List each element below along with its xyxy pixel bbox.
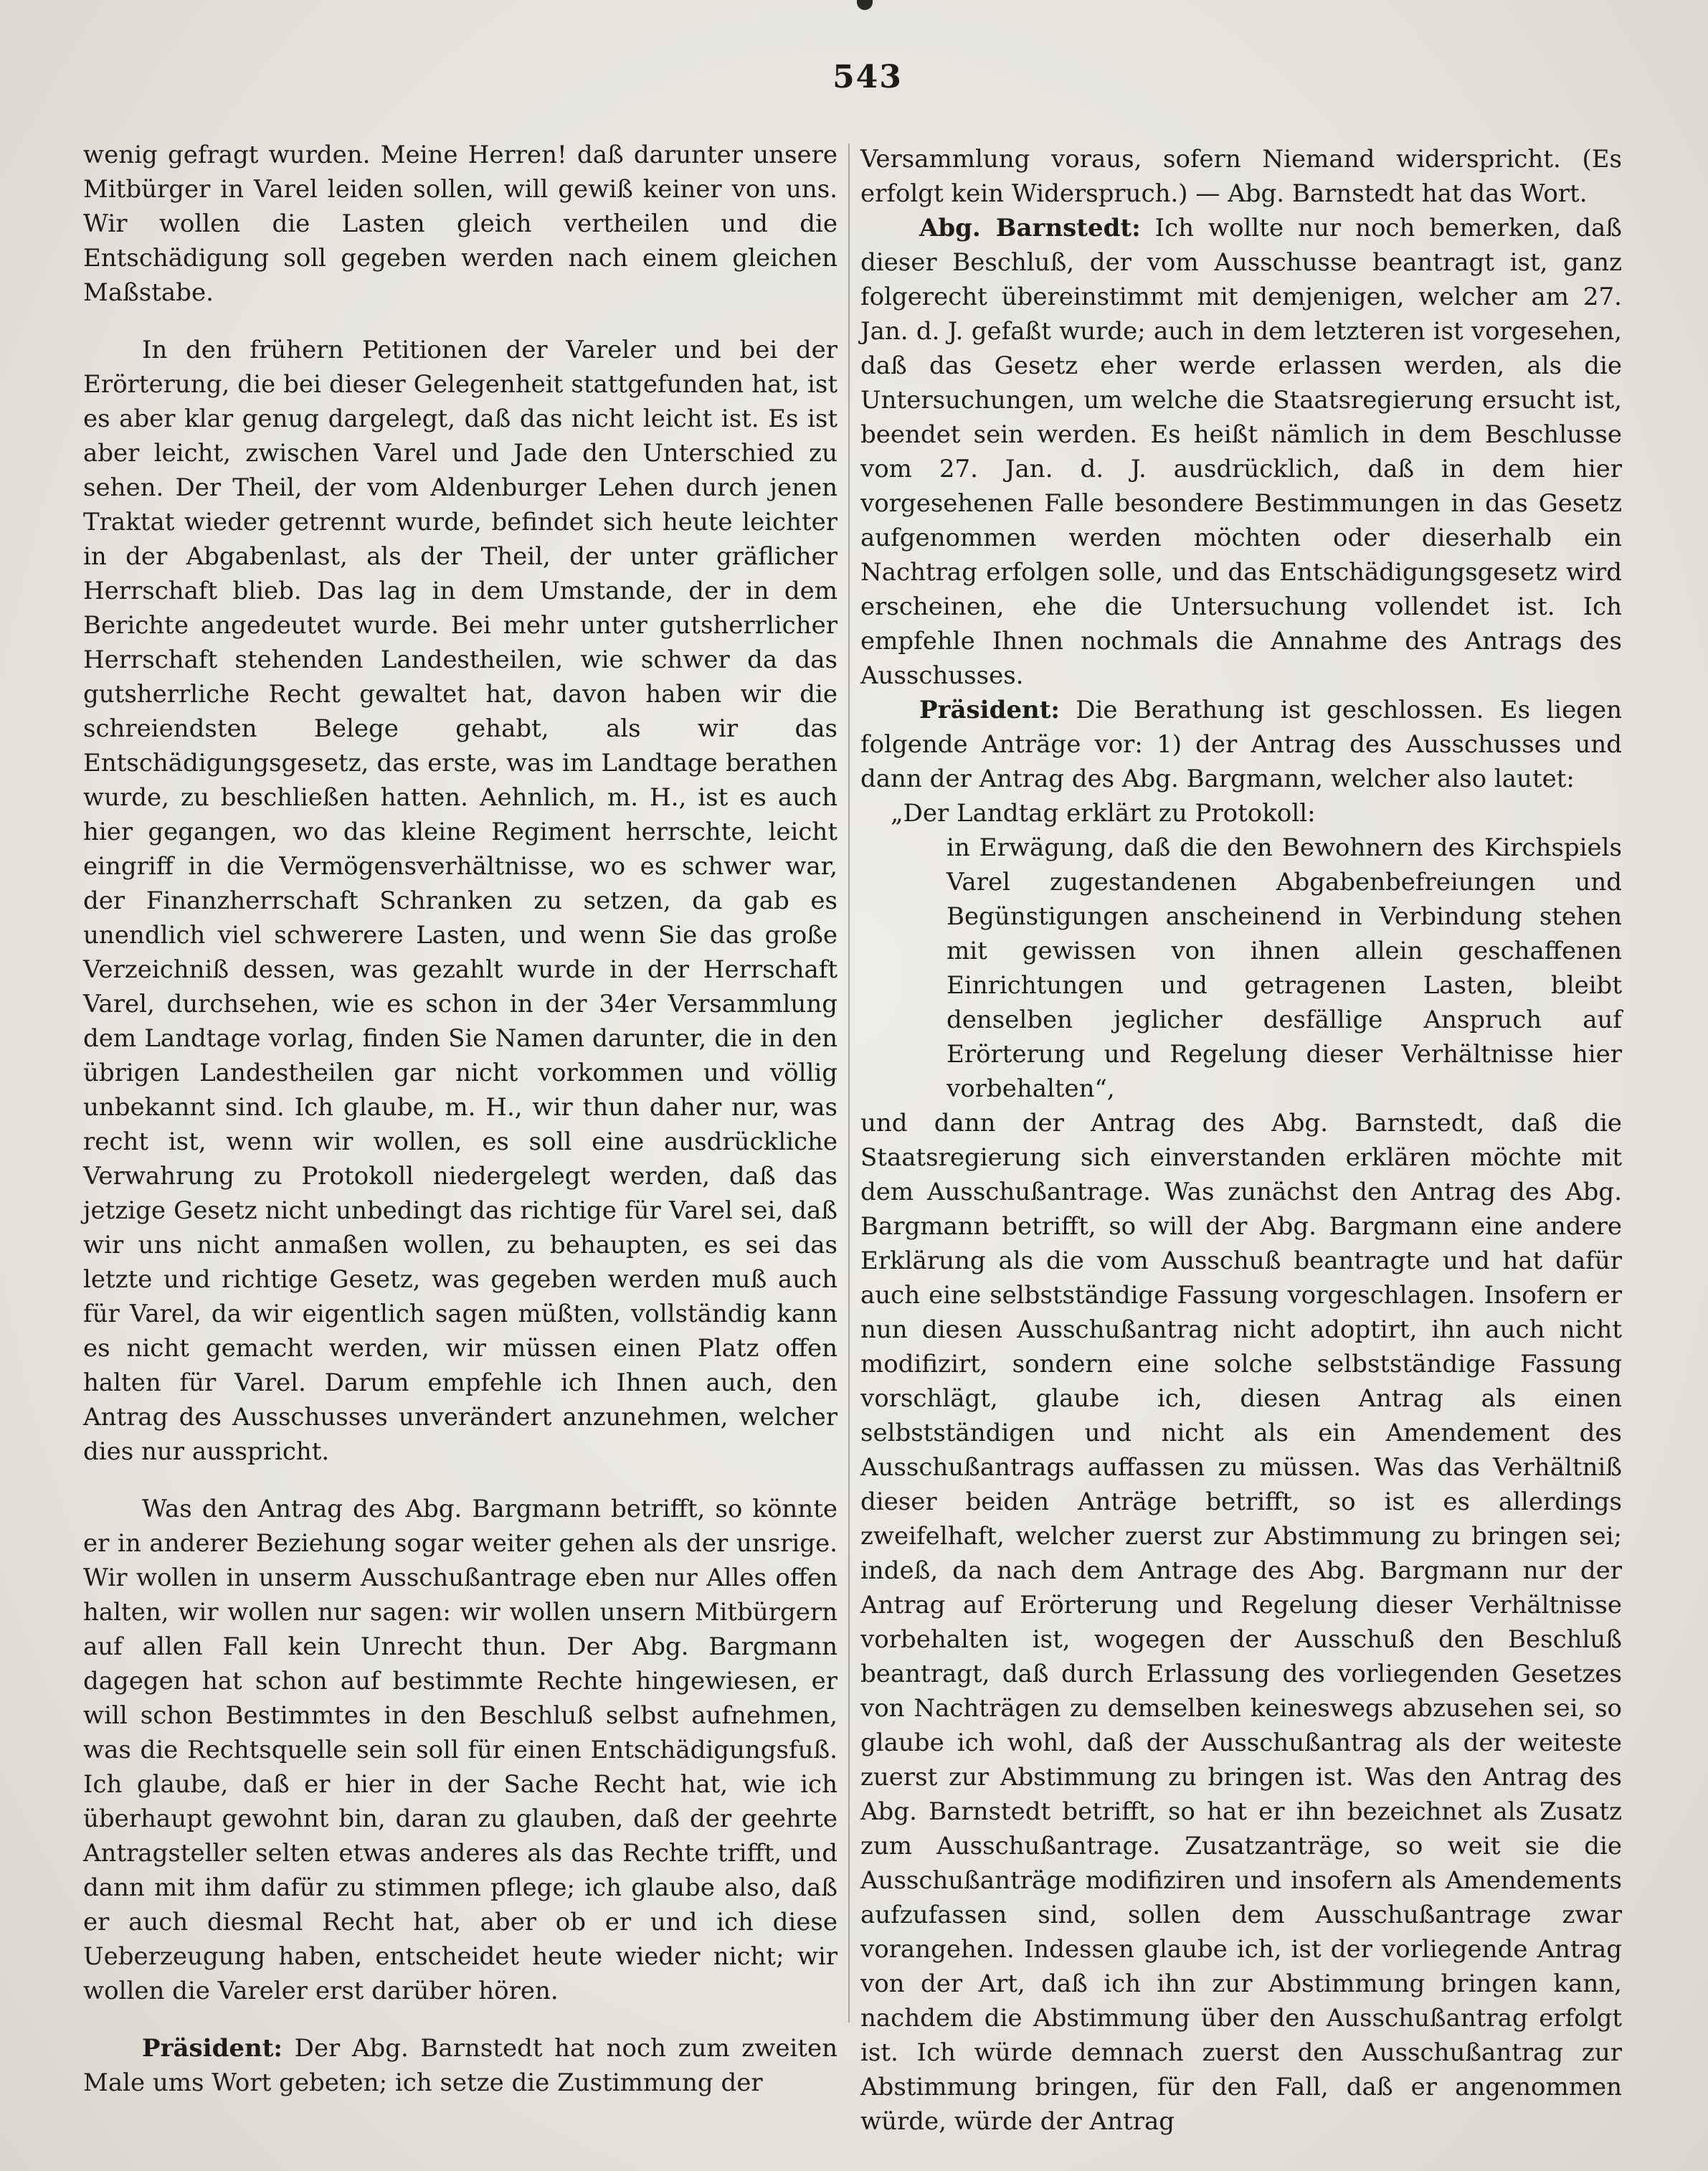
- speaker-label: Präsident:: [919, 696, 1060, 724]
- column-divider: [848, 143, 850, 2023]
- paragraph: Versammlung voraus, sofern Niemand widerspricht. (Es erfolgt kein Widerspruch.) — Abg. Barnstedt hat das Wort.: [860, 145, 1622, 208]
- page-number: 543: [832, 59, 903, 95]
- paragraph: Was den Antrag des Abg. Bargmann betrifft, so könnte er in anderer Beziehung sogar weiter gehen als der unsrige. Wir wollen in unserm Ausschußantrage eben nur Alles offen halten, wir wollen nur sagen: wir wollen unsern Mitbürgern auf allen Fall kein Unrecht thun. Der Abg. Bargmann dagegen hat schon auf bestimmte Rechte hingewiesen, er will schon Bestimmtes in den Beschluß selbst aufnehmen, was die Rechtsquelle sein soll für einen Entschädigungsfuß. Ich glaube, daß er hier in der Sache Recht hat, wie ich überhaupt gewohnt bin, daran zu glauben, daß der geehrte Antragsteller selten etwas anderes als das Rechte trifft, und dann mit ihm dafür zu stimmen pflege; ich glaube also, daß er auch diesmal Recht hat, aber ob er und ich diese Ueberzeugung haben, entscheidet heute wieder nicht; wir wollen die Vareler erst darüber hören.: [83, 1495, 838, 2005]
- speaker-label: Präsident:: [142, 2034, 283, 2063]
- speaker-label: Abg. Barnstedt:: [919, 214, 1141, 242]
- paragraph: In den frühern Petitionen der Vareler und bei der Erörterung, die bei dieser Gelegenheit stattgefunden hat, ist es aber klar genug dargelegt, daß das nicht leicht ist. Es ist aber leicht, zwischen Varel und Jade den Unterschied zu sehen. Der Theil, der vom Aldenburger Lehen durch jenen Traktat wieder getrennt wurde, befindet sich heute leichter in der Abgabenlast, als der Theil, der unter gräflicher Herrschaft blieb. Das lag in dem Umstande, der in dem Berichte angedeutet wurde. Bei mehr unter gutsherrlicher Herrschaft stehenden Landestheilen, wie schwer da das gutsherrliche Recht gewaltet hat, davon haben wir die schreiendsten Belege gehabt, als wir das Entschädigungsgesetz, das erste, was im Landtage berathen wurde, zu beschließen hatten. Aehnlich, m. H., ist es auch hier gegangen, wo das kleine Regiment herrschte, leicht eingriff in die Vermögensverhältnisse, wo es schwer war, der Finanzherrschaft Schranken zu setzen, da gab es unendlich viel schwerere Lasten, und wenn Sie das große Verzeichniß dessen, was gezahlt wurde in der Herrschaft Varel, durchsehen, wie es schon in der 34er Versammlung dem Landtage vorlag, finden Sie Namen darunter, die in den übrigen Landestheilen gar nicht vorkommen und völlig unbekannt sind. Ich glaube, m. H., wir thun daher nur, was recht ist, wenn wir wollen, es soll eine ausdrückliche Verwahrung zu Protokoll niedergelegt werden, daß das jetzige Gesetz nicht unbedingt das richtige für Varel sei, daß wir uns nicht anmaßen wollen, zu behaupten, es sei das letzte und richtige Gesetz, was gegeben werden muß auch für Varel, da wir eigentlich sagen müßten, vollständig kann es nicht gemacht werden, wir müssen einen Platz offen halten für Varel. Darum empfehle ich Ihnen auch, den Antrag des Ausschusses unverändert anzunehmen, welcher dies nur ausspricht.: [83, 336, 838, 1466]
- paragraph: wenig gefragt wurden. Meine Herren! daß darunter unsere Mitbürger in Varel leiden sollen, will gewiß keiner von uns. Wir wollen die Lasten gleich vertheilen und die Entschädigung soll gegeben werden nach einem gleichen Maßstabe.: [83, 141, 838, 307]
- speech-paragraph: [83, 2031, 838, 2100]
- speech-text: Der Abg. Barnstedt hat noch zum zweiten Male ums Wort gebeten; ich setze die Zustimmung der: [83, 2034, 838, 2097]
- speech-paragraph: [860, 211, 1622, 693]
- quote-heading: „Der Landtag erklärt zu Protokoll:: [891, 799, 1316, 828]
- quoted-motion: in Erwägung, daß die den Bewohnern des Kirchspiels Varel zugestandenen Abgabenbefreiungen und Begünstigungen anscheinend in Verbindung stehen mit gewissen von ihnen allein geschaffenen Einrichtungen und getragenen Lasten, bleibt denselben jeglicher desfällige Anspruch auf Erörterung und Regelung dieser Verhältnisse hier vorbehalten“,: [946, 833, 1622, 1103]
- paragraph: und dann der Antrag des Abg. Barnstedt, daß die Staatsregierung sich einverstanden erklären möchte mit dem Ausschußantrage. Was zunächst den Antrag des Abg. Bargmann betrifft, so will der Abg. Bargmann eine andere Erklärung als die vom Ausschuß beantragte und hat dafür auch eine selbstständige Fassung vorgeschlagen. Insofern er nun diesen Ausschußantrag nicht adoptirt, ihn auch nicht modifizirt, sondern eine solche selbstständige Fassung vorschlägt, glaube ich, diesen Antrag als einen selbstständigen und nicht als ein Amendement des Ausschußantrags auffassen zu müssen. Was das Verhältniß dieser beiden Anträge betrifft, so ist es allerdings zweifelhaft, welcher zuerst zur Abstimmung zu bringen sei; indeß, da nach dem Antrage des Abg. Bargmann nur der Antrag auf Erörterung und Regelung dieser Verhältnisse vorbehalten ist, wogegen der Ausschuß den Beschluß beantragt, daß durch Erlassung des vorliegenden Gesetzes von Nachträgen zu demselben keineswegs abzusehen sei, so glaube ich wohl, daß der Ausschußantrag als der weiteste zuerst zur Abstimmung zu bringen ist. Was den Antrag des Abg. Barnstedt betrifft, so hat er ihn bezeichnet als Zusatz zum Ausschußantrage. Zusatzanträge, so weit sie die Ausschußanträge modifiziren und insofern als Amendements aufzufassen sind, sollen dem Ausschußantrage zwar vorangehen. Indessen glaube ich, ist der vorliegende Antrag von der Art, daß ich ihn zur Abstimmung bringen kann, nachdem die Abstimmung über den Ausschußantrag erfolgt ist. Ich würde demnach zuerst den Ausschußantrag zur Abstimmung bringen, für den Fall, daß er angenommen würde, würde der Antrag: [860, 1109, 1622, 2136]
- page-mark: [857, 0, 873, 10]
- right-column: [860, 142, 1622, 2139]
- speech-paragraph: [860, 693, 1622, 796]
- speech-text: Ich wollte nur noch bemerken, daß dieser Beschluß, der vom Ausschusse beantragt ist, ganz folgerecht übereinstimmt mit demjenigen, welcher am 27. Jan. d. J. gefaßt wurde; auch in dem letzteren ist vorgesehen, daß das Gesetz eher werde erlassen werden, als die Untersuchungen, um welche die Staatsregierung ersucht ist, beendet sein werden. Es heißt nämlich in dem Beschlusse vom 27. Jan. d. J. ausdrücklich, daß in dem hier vorgesehenen Falle besondere Bestimmungen in das Gesetz aufgenommen werden möchten oder dieserhalb ein Nachtrag erfolgen solle, und das Entschädigungsgesetz wird erscheinen, ehe die Untersuchung vollendet ist. Ich empfehle Ihnen nochmals die Annahme des Antrags des Ausschusses.: [860, 214, 1622, 690]
- speech-text: Die Berathung ist geschlossen. Es liegen folgende Anträge vor: 1) der Antrag des Ausschusses und dann der Antrag des Abg. Bargmann, welcher also lautet:: [860, 696, 1623, 793]
- left-column: [83, 138, 838, 2100]
